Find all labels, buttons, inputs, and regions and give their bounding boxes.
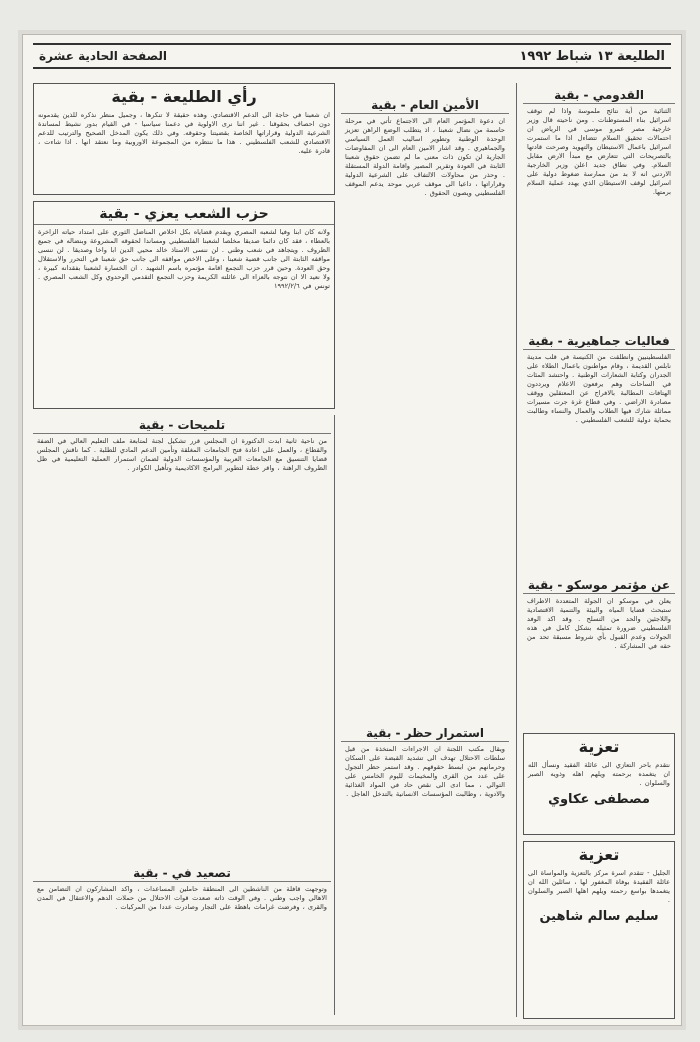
condolence-box-1 [523,733,675,835]
masthead [33,43,671,69]
article-conference-title: عن مؤتمر موسكو - بقية [523,577,675,594]
article-curfew [341,723,509,1017]
editorial-box [33,83,335,195]
article-events-body: الفلسطينيين وانطلقت من الكنيسة في قلب مدينة نابلس القديمة ، وقام مواطنون باعمال الطلاء على الجدران وكتابة الشعارات الوطنية . واحتشد المئات في الساحات وهم يرفعون الاعلام ويرددون الهتافات المطالبة بالافراج عن المعتقلين ووقف مصادرة الاراضي . وفي قطاع غزة جرت مسيرات مماثلة شارك فيها الطلاب والعمال والنساء وطالبت بحماية دولية للشعب الفلسطيني . [527,353,671,424]
newspaper-page [22,34,682,1026]
condolence-1-name: مصطفى عكاوي [548,792,650,807]
party-box [33,201,335,409]
column-rule-1 [516,83,517,1017]
article-tabs-body: من ناحية ثانية ابدت الدكتورة ان المجلس قرر تشكيل لجنة لمتابعة ملف التعليم العالي في الضفة والقطاع ، والعمل على اعادة فتح الجامعات المغلقة وتأمين الدعم المادي للطلبة . كما ناقش المجلس قضايا التنسيق مع الجامعات العربية والمؤسسات الدولية لضمان استمرار العملية التعليمية في ظل الظروف الراهنة ، واقر خطة لتطوير البرامج الاكاديمية وتأهيل الكوادر . [37,437,327,472]
party-title: حزب الشعب يعزي - بقية [34,204,334,225]
article-general-secretary-body: ان دعوة المؤتمر العام الى الاجتماع تأتي في مرحلة حاسمة من نضال شعبنا ، اذ يتطلب الوضع الراهن تعزيز الوحدة الوطنية وتطوير اساليب العمل السياسي والجماهيري . وقد اشار الامين العام الى ان المفاوضات الجارية لن تكون ذات معنى ما لم تضمن حقوق شعبنا الثابتة في العودة وتقرير المصير واقامة الدولة المستقلة . وحذر من محاولات الالتفاف على الشرعية الدولية وقراراتها ، داعيا الى موقف عربي موحد يدعم الموقف الفلسطيني ويصون الحقوق . [345,117,505,197]
condolence-box-2 [523,841,675,1019]
condolence-1-body: نتقدم باحر التعازي الى عائلة الفقيد ونسأل الله ان يتغمده برحمته ويلهم اهله وذويه الصبر والسلوان . [528,761,670,787]
masthead-date: الطليعة ١٣ شباط ١٩٩٢ [519,48,665,64]
article-events [523,331,675,569]
condolence-2-body: الجليل - تتقدم اسرة مركز بالتعزية والمواساة الى عائلة الفقيدة بوفاة المغفور لها ، سائلين الله ان يتغمدها بواسع رحمته ويلهم اهلها الصبر والسلوان . [528,869,670,904]
article-general-secretary-title: الأمين العام - بقية [341,97,509,114]
article-curfew-body: ويقال مكتب اللجنة ان الاجراءات المتخذة من قبل سلطات الاحتلال تهدف الى تشديد القبضة على السكان وحرمانهم من ابسط حقوقهم . وقد استمر حظر التجول على عدد من القرى والمخيمات لليوم الخامس على التوالي ، مما ادى الى نقص حاد في المواد الغذائية والادوية ، وطالبت المؤسسات الانسانية بالتدخل العاجل . [345,745,505,798]
article-qaddoumi [523,85,675,325]
article-tabs [33,415,331,855]
article-escalation [33,863,331,1017]
condolence-2-title: تعزية [578,845,620,864]
article-qaddoumi-title: القدومي - بقية [523,87,675,104]
article-escalation-body: وتوجهت قافلة من الناشطين الى المنطقة حاملين المساعدات ، واكد المشاركون ان التضامن مع الاهالي واجب وطني . وفي الوقت ذاته صعدت قوات الاحتلال من حملات الدهم والاعتقال في المدن والقرى ، وفرضت غرامات باهظة على التجار وصادرت عددا من المركبات . [37,885,327,911]
condolence-2-name: سليم سالم شاهين [539,909,659,924]
masthead-page-label: الصفحة الحادية عشرة [39,49,168,63]
editorial-title: رأي الطليعة - بقية [111,87,257,106]
article-escalation-title: تصعيد في - بقية [33,865,331,882]
article-conference-body: يعلن في موسكو ان الجولة المتعددة الاطراف ستبحث قضايا المياه والبيئة والتنمية الاقتصادية واللاجئين والحد من التسلح . وقد اكد الوفد الفلسطيني ضرورة تمثيله بشكل كامل في هذه الجولات وعدم القبول بأي شروط مسبقة تحد من حقه في المشاركة . [527,597,671,650]
article-tabs-title: تلميحات - بقية [33,417,331,434]
article-curfew-title: استمرار حظر - بقية [341,725,509,742]
column-rule-2 [334,415,335,1015]
editorial-body: ان شعبنا في حاجة الى الدعم الاقتصادي. وهذه حقيقة لا تنكرها ، وجميل منظر نذكره للذين يقدمونه دون احصاف بحقوقنا . غير اننا نرى الاولوية في دعمنا سياسيا - في القيام بدور نشيط لمساندة الشرعية الدولية وقراراتها الخاصة بقضيتنا وحقوقه. وفي ذلك يكون المدخل الصحيح والترتيب للدعم الاقتصادي للشعب الفلسطيني . هذا ما ننتظره من المجموعة الاوروبية وما نعتقد انها . اذا شاءت ، قادرة عليه. [38,111,330,155]
party-body: ولانه كان ابنا وفيا لشعبه المصري ويقدم قضاياه بكل اخلاص المناضل الثوري على امتداد حياته الزاخرة بالعطاء ، فقد كان دائما صديقا مخلصا لشعبنا الفلسطيني ومساندا لحقوقه المشروعة وبنضاله في جميع الظروف . ويتجاهد في شعب وطني . لن ننسى الاستاذ خالد محيي الدين ابا واخا وصديقا . لن ننسى مواقفه الثابتة الى جانب قضية شعبنا ، وعلى الاخص مواقفه الى جانب حق شعبنا في التحرر والاستقلال وحق العودة. وحين قرر حزب التجمع اقامة مؤتمره باسم الشهيد . ان الخسارة لشعبنا بفقدانه كبيرة ، ولا نعيد الا ان نتوجه بالعزاء الى عائلته الكريمة وحزب التجمع التقدمي الوحدوي وكل الشعب المصري . تونس في ١٩٩٢/٢/٦ [38,228,330,290]
condolence-1-title: تعزية [578,737,620,756]
article-events-title: فعاليات جماهيرية - بقية [523,333,675,350]
article-conference [523,575,675,725]
article-qaddoumi-body: الثنائية من أية نتائج ملموسة واذا لم توقف اسرائيل بناء المستوطنات . ومن ناحيته قال وزير خارجية مصر عمرو موسى في الرياض ان احتمالات تحقيق السلام تتضاءل اذا ما استمرت اسرائيل باعمال الاستيطان والتهويد وصرحت قادتها بالتصريحات التي تتعارض مع مبدأ الارض مقابل السلام. وفي نطاق جديد اعلن وزير الخارجية الاردني انه لا بد من ممارسة ضغوط دولية على اسرائيل لوقف الاستيطان الذي يهدد عملية السلام برمتها. [527,107,671,196]
article-general-secretary [341,95,509,715]
